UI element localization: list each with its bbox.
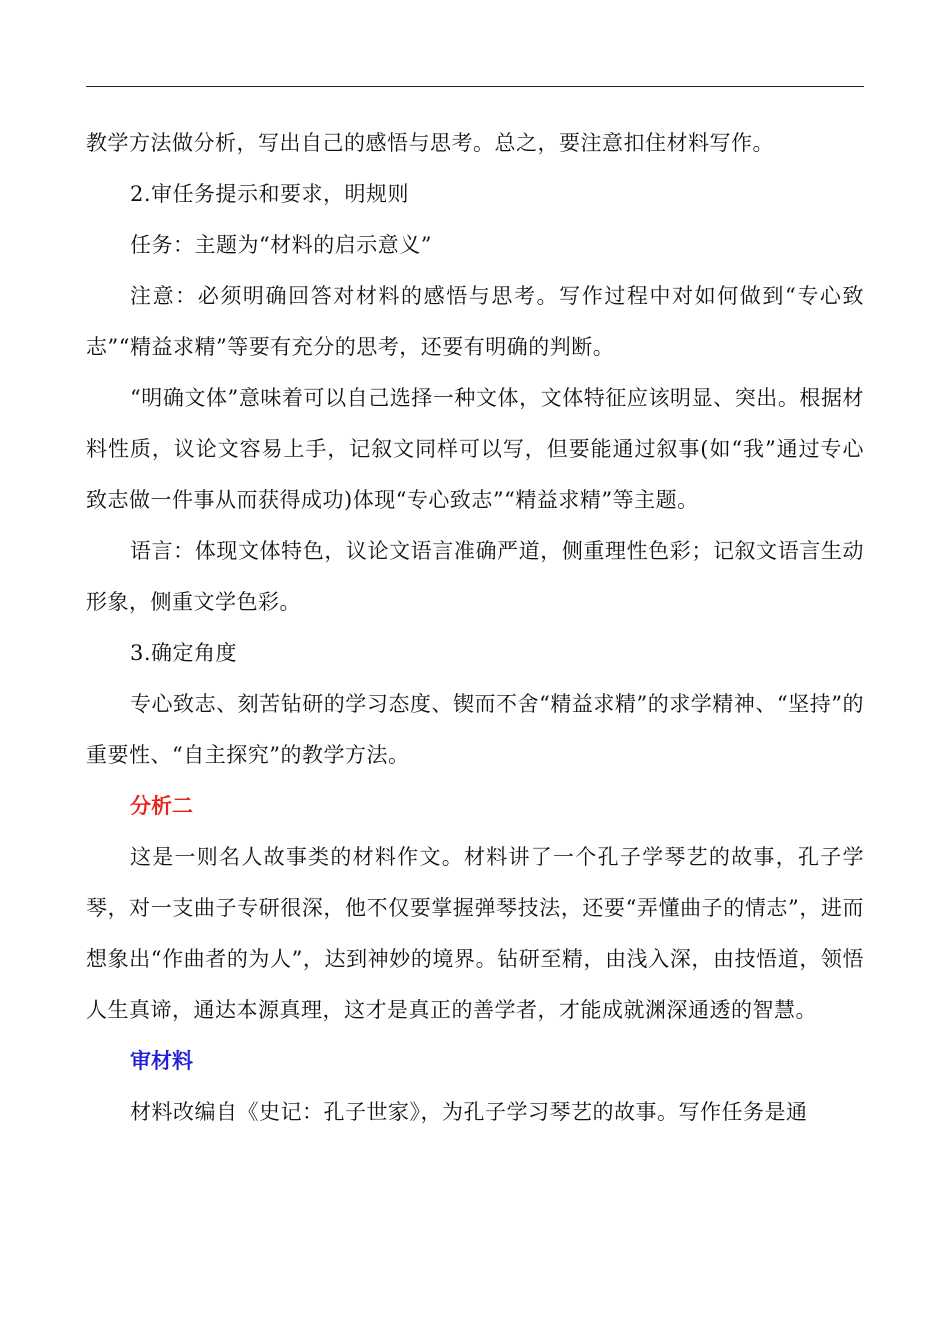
section-heading-task-review: 2.审任务提示和要求，明规则 [130,182,410,206]
paragraph: 教学方法做分析，写出自己的感悟与思考。总之，要注意扣住材料写作。 [86,131,774,155]
paragraph: “明确文体”意味着可以自己选择一种文体，文体特征应该明显、突出。根据材料性质，议论文容易上手，记叙文同样可以写，但要能通过叙事(如“我”通过专心致志做一件事从而获得成功)体现“专心致志”“精益求精”等主题。 [86,386,864,512]
analysis-heading: 分析二 [130,794,193,818]
section-heading-angle: 3.确定角度 [130,641,238,665]
header-rule [86,86,864,87]
paragraph: 语言：体现文体特色，议论文语言准确严道，侧重理性色彩；记叙文语言生动形象，侧重文学色彩。 [86,539,864,614]
paragraph: 注意：必须明确回答对材料的感悟与思考。写作过程中对如何做到“专心致志”“精益求精”等要有充分的思考，还要有明确的判断。 [86,284,864,359]
page-content [86,118,864,1138]
paragraph: 材料改编自《史记：孔子世家》，为孔子学习琴艺的故事。写作任务是通 [130,1100,808,1124]
paragraph: 这是一则名人故事类的材料作文。材料讲了一个孔子学琴艺的故事，孔子学琴，对一支曲子专研很深，他不仅要掌握弹琴技法，还要“弄懂曲子的情志”，进而想象出“作曲者的为人”，达到神妙的境界。钻研至精，由浅入深，由技悟道，领悟人生真谛，通达本源真理，这才是真正的善学者，才能成就渊深通透的智慧。 [86,845,864,1022]
material-review-heading: 审材料 [130,1049,193,1073]
paragraph: 任务：主题为“材料的启示意义” [130,233,432,257]
paragraph: 专心致志、刻苦钻研的学习态度、锲而不舍“精益求精”的求学精神、“坚持”的重要性、“自主探究”的教学方法。 [86,692,864,767]
